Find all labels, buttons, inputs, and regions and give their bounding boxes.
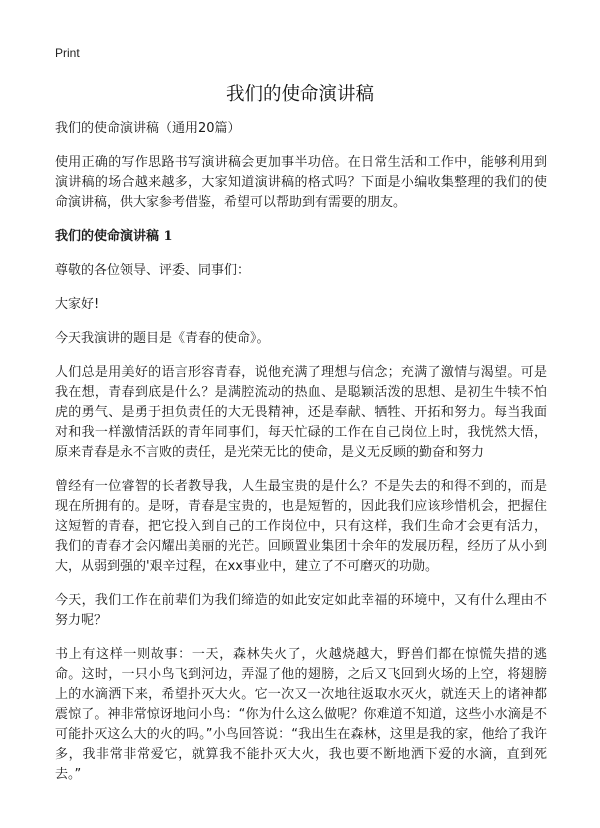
intro-paragraph: 使用正确的写作思路书写演讲稿会更加事半功倍。在日常生活和工作中，能够利用到演讲稿的场合越来越多，大家知道演讲稿的格式吗？下面是小编收集整理的我们的使命演讲稿，供大家参考借鉴，希望可以帮助到有需要的朋友。	[55, 155, 547, 210]
subtitle: 我们的使命演讲稿（通用20篇）	[55, 121, 241, 136]
print-link[interactable]: Print	[55, 46, 80, 60]
document-title: 我们的使命演讲稿	[225, 84, 374, 105]
body-paragraph: 曾经有一位睿智的长者教导我，人生最宝贵的是什么？不是失去的和得不到的，而是现在所拥有的。是呀，青春是宝贵的，也是短暂的，因此我们应该珍惜机会，把握住这短暂的青春，把它投入到自己的工作岗位中，只有这样，我们生命才会更有活力，我们的青春才会闪耀出美丽的光芒。回顾置业集团十余年的发展历程，经历了从小到大，从弱到强的'艰辛过程，在xx事业中，建立了不可磨灭的功勋。	[55, 479, 547, 574]
body-paragraph: 人们总是用美好的语言形容青春，说他充满了理想与信念；充满了激情与渴望。可是我在想，青春到底是什么？是满腔流动的热血、是聪颖活泼的思想、是初生牛犊不怕虎的勇气、是勇于担负责任的大无畏精神，还是奉献、牺牲、开拓和努力。每当我面对和我一样激情活跃的青年同事们，每天忙碌的工作在自己岗位上时，我恍然大悟，原来青春是永不言败的责任，是光荣无比的使命，是义无反顾的勤奋和努力	[55, 365, 547, 460]
body-paragraph: 书上有这样一则故事：一天，森林失火了，火越烧越大，野兽们都在惊慌失措的逃命。这时，一只小鸟飞到河边，弄湿了他的翅膀，之后又飞回到火场的上空，将翅膀上的水滴洒下来，希望扑灭大火。它一次又一次地往返取水灭火，就连天上的诸神都震惊了。神非常惊讶地问小鸟：“你为什么这么做呢？你难道不知道，这些小水滴是不可能扑灭这么大的火的吗。”小鸟回答说：“我出生在森林，这里是我的家，他给了我许多，我非常非常爱它，就算我不能扑灭大火，我也要不断地洒下爱的水滴，直到死去。”	[55, 647, 547, 782]
section-heading: 我们的使命演讲稿 1	[55, 229, 173, 244]
body-paragraph: 今天，我们工作在前辈们为我们缔造的如此安定如此幸福的环境中，又有什么理由不努力呢？	[55, 593, 547, 628]
salutation: 尊敬的各位领导、评委、同事们：	[55, 263, 251, 278]
topic-paragraph: 今天我演讲的题目是《青春的使命》。	[55, 331, 270, 346]
document-body	[55, 119, 547, 799]
greeting: 大家好!	[55, 297, 100, 312]
